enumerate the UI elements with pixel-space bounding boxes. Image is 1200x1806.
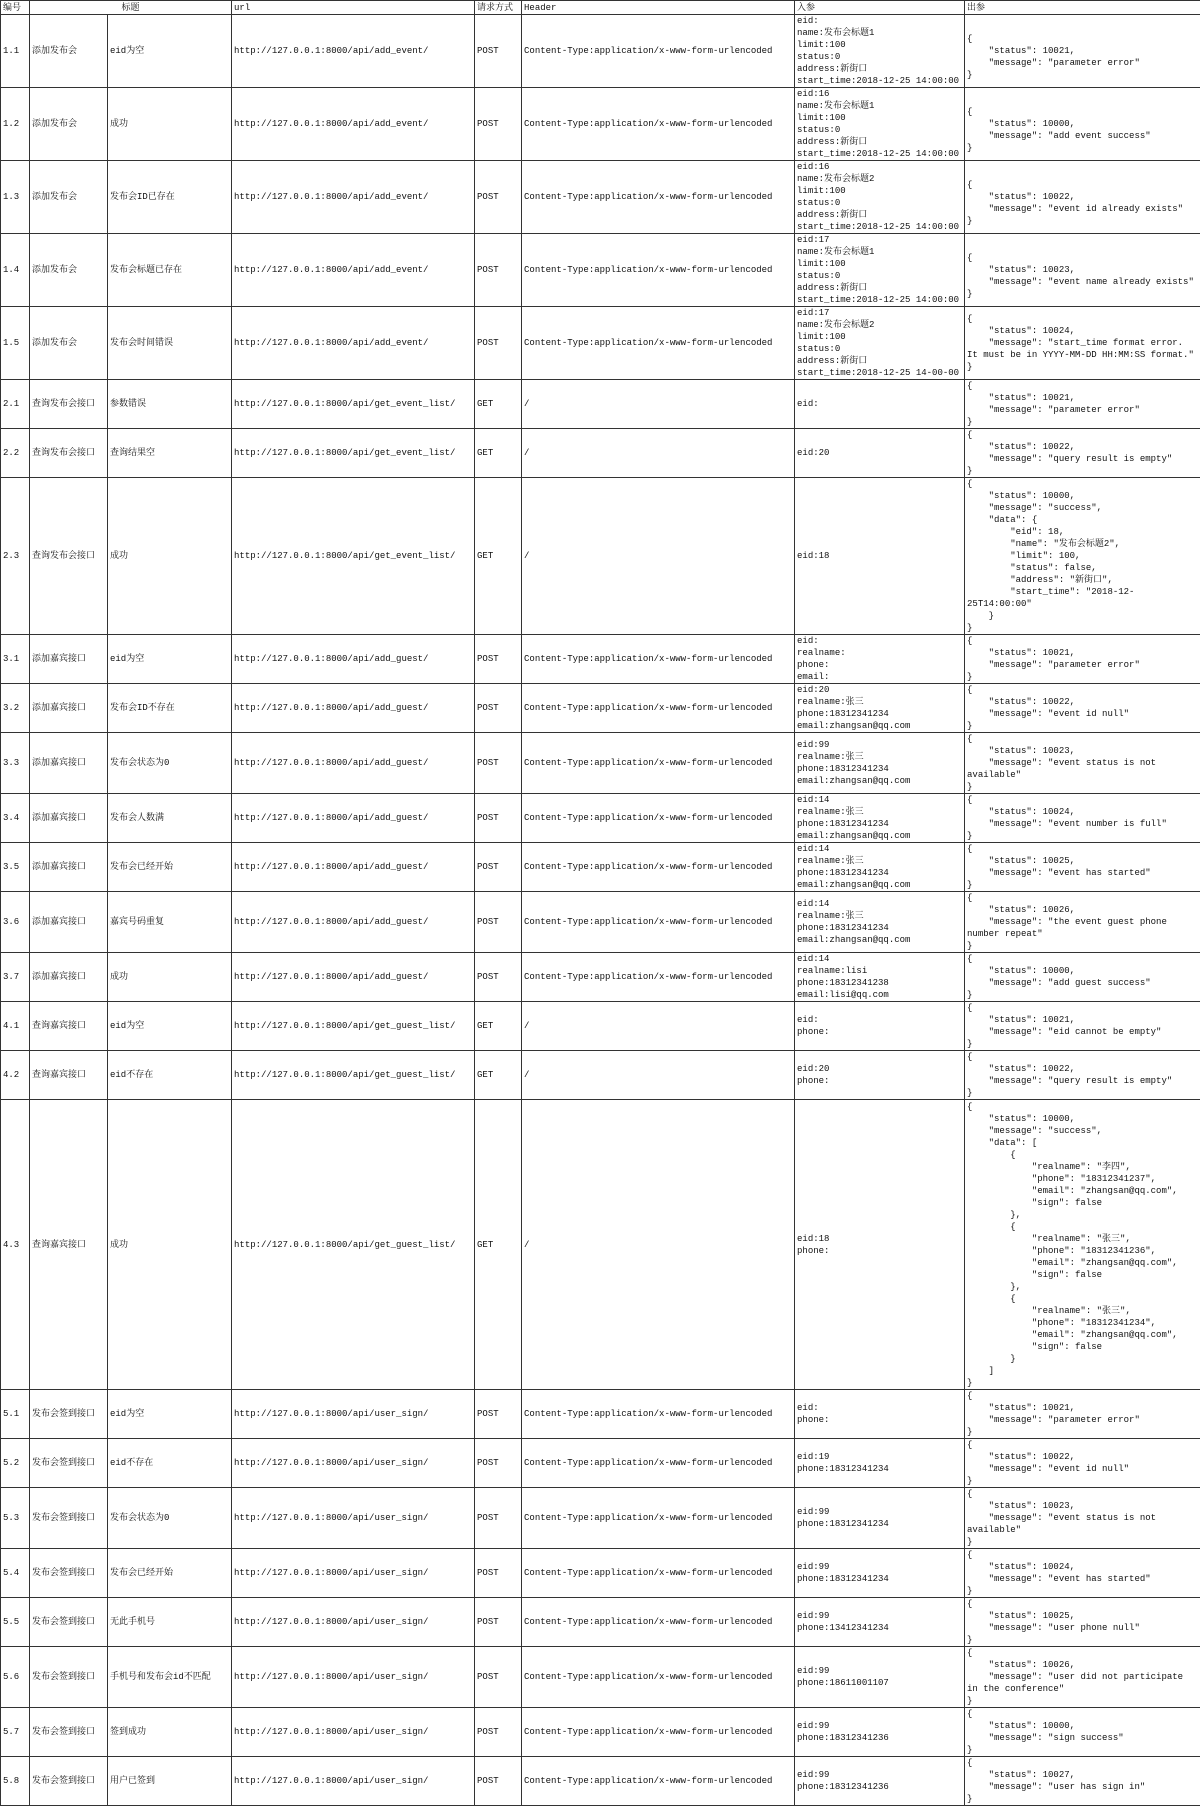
header-id: 编号	[1, 1, 30, 15]
cell-input: eid:16 name:发布会标题2 limit:100 status:0 address:新街口 start_time:2018-12-25 14:00:00	[795, 161, 965, 234]
table-row	[1, 794, 1200, 843]
cell-header: Content-Type:application/x-www-form-urlencoded	[522, 794, 795, 843]
table-row	[1, 307, 1200, 380]
cell-method: GET	[475, 1051, 522, 1100]
cell-output: { "status": 10026, "message": "user did not participate in the conference" }	[965, 1647, 1200, 1708]
cell-header: Content-Type:application/x-www-form-urlencoded	[522, 15, 795, 88]
cell-output: { "status": 10025, "message": "event has started" }	[965, 843, 1200, 892]
table-row	[1, 234, 1200, 307]
cell-input: eid:18 phone:	[795, 1100, 965, 1390]
cell-method: POST	[475, 892, 522, 953]
cell-output: { "status": 10021, "message": "parameter error" }	[965, 15, 1200, 88]
cell-output: { "status": 10021, "message": "parameter error" }	[965, 635, 1200, 684]
table-row	[1, 1051, 1200, 1100]
cell-output: { "status": 10024, "message": "event has started" }	[965, 1549, 1200, 1598]
cell-id: 3.1	[1, 635, 30, 684]
cell-output: { "status": 10000, "message": "success", "data": { "eid": 18, "name": "发布会标题2", "limit": 100, "status": false, "address": "新街口", "start_time": "2018-12-25T14:00:00" } }	[965, 478, 1200, 635]
table-row	[1, 1488, 1200, 1549]
cell-category: 添加嘉宾接口	[30, 953, 108, 1002]
cell-url: http://127.0.0.1:8000/api/add_guest/	[232, 684, 475, 733]
cell-method: POST	[475, 733, 522, 794]
table-row	[1, 684, 1200, 733]
cell-url: http://127.0.0.1:8000/api/add_event/	[232, 88, 475, 161]
cell-header: Content-Type:application/x-www-form-urlencoded	[522, 1488, 795, 1549]
header-row	[1, 1, 1200, 15]
cell-method: GET	[475, 1100, 522, 1390]
cell-category: 查询发布会接口	[30, 478, 108, 635]
cell-method: GET	[475, 1002, 522, 1051]
cell-method: POST	[475, 1647, 522, 1708]
cell-category: 发布会签到接口	[30, 1439, 108, 1488]
cell-id: 2.2	[1, 429, 30, 478]
cell-input: eid:99 phone:18312341234	[795, 1549, 965, 1598]
cell-method: POST	[475, 635, 522, 684]
cell-input: eid:18	[795, 478, 965, 635]
table-row	[1, 380, 1200, 429]
cell-output: { "status": 10024, "message": "start_time format error. It must be in YYYY-MM-DD HH:MM:SS format." }	[965, 307, 1200, 380]
cell-url: http://127.0.0.1:8000/api/user_sign/	[232, 1488, 475, 1549]
cell-id: 2.1	[1, 380, 30, 429]
cell-method: GET	[475, 429, 522, 478]
cell-title: eid为空	[108, 635, 232, 684]
cell-output: { "status": 10000, "message": "add guest success" }	[965, 953, 1200, 1002]
cell-id: 3.5	[1, 843, 30, 892]
cell-url: http://127.0.0.1:8000/api/get_guest_list/	[232, 1100, 475, 1390]
cell-header: Content-Type:application/x-www-form-urlencoded	[522, 307, 795, 380]
cell-header: Content-Type:application/x-www-form-urlencoded	[522, 635, 795, 684]
cell-category: 添加发布会	[30, 234, 108, 307]
cell-title: 无此手机号	[108, 1598, 232, 1647]
cell-output: { "status": 10021, "message": "parameter error" }	[965, 380, 1200, 429]
cell-title: 发布会状态为0	[108, 733, 232, 794]
cell-id: 3.4	[1, 794, 30, 843]
cell-url: http://127.0.0.1:8000/api/add_guest/	[232, 635, 475, 684]
cell-title: 成功	[108, 953, 232, 1002]
cell-id: 5.1	[1, 1390, 30, 1439]
cell-output: { "status": 10022, "message": "query result is empty" }	[965, 1051, 1200, 1100]
cell-title: 查询结果空	[108, 429, 232, 478]
cell-url: http://127.0.0.1:8000/api/user_sign/	[232, 1439, 475, 1488]
cell-output: { "status": 10027, "message": "user has sign in" }	[965, 1757, 1200, 1806]
cell-category: 添加嘉宾接口	[30, 892, 108, 953]
cell-title: 发布会状态为0	[108, 1488, 232, 1549]
cell-input: eid:14 realname:张三 phone:18312341234 email:zhangsan@qq.com	[795, 843, 965, 892]
cell-method: POST	[475, 1488, 522, 1549]
cell-output: { "status": 10021, "message": "eid cannot be empty" }	[965, 1002, 1200, 1051]
cell-header: Content-Type:application/x-www-form-urlencoded	[522, 1598, 795, 1647]
table-row	[1, 892, 1200, 953]
cell-url: http://127.0.0.1:8000/api/add_event/	[232, 234, 475, 307]
header-input: 入参	[795, 1, 965, 15]
cell-category: 发布会签到接口	[30, 1757, 108, 1806]
cell-method: POST	[475, 1549, 522, 1598]
cell-title: 发布会已经开始	[108, 843, 232, 892]
cell-output: { "status": 10023, "message": "event status is not available" }	[965, 1488, 1200, 1549]
cell-title: 用户已签到	[108, 1757, 232, 1806]
cell-id: 1.5	[1, 307, 30, 380]
cell-input: eid:17 name:发布会标题2 limit:100 status:0 address:新街口 start_time:2018-12-25 14-00-00	[795, 307, 965, 380]
cell-id: 4.2	[1, 1051, 30, 1100]
header-method: 请求方式	[475, 1, 522, 15]
table-row	[1, 1708, 1200, 1757]
cell-id: 5.6	[1, 1647, 30, 1708]
cell-method: POST	[475, 843, 522, 892]
table-row	[1, 1647, 1200, 1708]
cell-url: http://127.0.0.1:8000/api/user_sign/	[232, 1549, 475, 1598]
cell-title: 成功	[108, 88, 232, 161]
cell-id: 5.2	[1, 1439, 30, 1488]
cell-method: GET	[475, 380, 522, 429]
cell-input: eid:99 phone:18312341234	[795, 1488, 965, 1549]
table-row	[1, 88, 1200, 161]
cell-url: http://127.0.0.1:8000/api/user_sign/	[232, 1757, 475, 1806]
cell-header: /	[522, 1100, 795, 1390]
table-row	[1, 478, 1200, 635]
cell-output: { "status": 10022, "message": "event id already exists" }	[965, 161, 1200, 234]
cell-header: /	[522, 429, 795, 478]
cell-category: 添加发布会	[30, 15, 108, 88]
cell-header: Content-Type:application/x-www-form-urlencoded	[522, 1647, 795, 1708]
cell-method: POST	[475, 953, 522, 1002]
cell-title: 嘉宾号码重复	[108, 892, 232, 953]
cell-id: 5.7	[1, 1708, 30, 1757]
table-row	[1, 429, 1200, 478]
cell-title: eid为空	[108, 1002, 232, 1051]
cell-title: 发布会标题已存在	[108, 234, 232, 307]
cell-title: 参数错误	[108, 380, 232, 429]
cell-input: eid:20 realname:张三 phone:18312341234 email:zhangsan@qq.com	[795, 684, 965, 733]
cell-category: 发布会签到接口	[30, 1488, 108, 1549]
cell-url: http://127.0.0.1:8000/api/get_event_list/	[232, 478, 475, 635]
cell-title: eid为空	[108, 1390, 232, 1439]
cell-title: 成功	[108, 478, 232, 635]
cell-output: { "status": 10026, "message": "the event guest phone number repeat" }	[965, 892, 1200, 953]
cell-title: 发布会ID不存在	[108, 684, 232, 733]
cell-method: POST	[475, 234, 522, 307]
cell-input: eid: realname: phone: email:	[795, 635, 965, 684]
cell-category: 发布会签到接口	[30, 1598, 108, 1647]
cell-url: http://127.0.0.1:8000/api/add_guest/	[232, 892, 475, 953]
cell-output: { "status": 10022, "message": "event id null" }	[965, 1439, 1200, 1488]
cell-header: Content-Type:application/x-www-form-urlencoded	[522, 684, 795, 733]
cell-output: { "status": 10000, "message": "add event success" }	[965, 88, 1200, 161]
cell-category: 添加嘉宾接口	[30, 635, 108, 684]
cell-method: POST	[475, 1708, 522, 1757]
table-row	[1, 1598, 1200, 1647]
cell-output: { "status": 10023, "message": "event name already exists" }	[965, 234, 1200, 307]
cell-header: /	[522, 478, 795, 635]
cell-category: 查询嘉宾接口	[30, 1051, 108, 1100]
cell-url: http://127.0.0.1:8000/api/get_event_list/	[232, 380, 475, 429]
cell-title: 发布会时间错误	[108, 307, 232, 380]
cell-input: eid:99 phone:18611001107	[795, 1647, 965, 1708]
cell-id: 5.4	[1, 1549, 30, 1598]
cell-title: eid为空	[108, 15, 232, 88]
cell-url: http://127.0.0.1:8000/api/add_guest/	[232, 953, 475, 1002]
table-row	[1, 15, 1200, 88]
table-row	[1, 635, 1200, 684]
table-row	[1, 1549, 1200, 1598]
cell-id: 4.1	[1, 1002, 30, 1051]
cell-id: 1.3	[1, 161, 30, 234]
cell-url: http://127.0.0.1:8000/api/add_event/	[232, 15, 475, 88]
cell-input: eid: name:发布会标题1 limit:100 status:0 address:新街口 start_time:2018-12-25 14:00:00	[795, 15, 965, 88]
cell-category: 添加发布会	[30, 161, 108, 234]
cell-output: { "status": 10023, "message": "event status is not available" }	[965, 733, 1200, 794]
table-row	[1, 1002, 1200, 1051]
cell-id: 5.3	[1, 1488, 30, 1549]
cell-category: 查询发布会接口	[30, 429, 108, 478]
cell-id: 1.4	[1, 234, 30, 307]
cell-method: POST	[475, 1598, 522, 1647]
cell-input: eid:99 phone:13412341234	[795, 1598, 965, 1647]
cell-header: Content-Type:application/x-www-form-urlencoded	[522, 1439, 795, 1488]
header-header: Header	[522, 1, 795, 15]
header-url: url	[232, 1, 475, 15]
table-row	[1, 953, 1200, 1002]
cell-category: 添加嘉宾接口	[30, 684, 108, 733]
header-title: 标题	[30, 1, 232, 15]
cell-header: Content-Type:application/x-www-form-urlencoded	[522, 234, 795, 307]
cell-url: http://127.0.0.1:8000/api/user_sign/	[232, 1390, 475, 1439]
cell-id: 4.3	[1, 1100, 30, 1390]
table-row	[1, 843, 1200, 892]
cell-id: 1.1	[1, 15, 30, 88]
cell-method: POST	[475, 684, 522, 733]
cell-category: 添加发布会	[30, 88, 108, 161]
cell-id: 5.5	[1, 1598, 30, 1647]
cell-output: { "status": 10022, "message": "event id null" }	[965, 684, 1200, 733]
cell-output: { "status": 10024, "message": "event number is full" }	[965, 794, 1200, 843]
cell-header: Content-Type:application/x-www-form-urlencoded	[522, 953, 795, 1002]
cell-category: 发布会签到接口	[30, 1647, 108, 1708]
cell-id: 3.6	[1, 892, 30, 953]
cell-method: POST	[475, 88, 522, 161]
cell-url: http://127.0.0.1:8000/api/add_event/	[232, 307, 475, 380]
cell-category: 添加发布会	[30, 307, 108, 380]
cell-output: { "status": 10025, "message": "user phone null" }	[965, 1598, 1200, 1647]
cell-category: 发布会签到接口	[30, 1390, 108, 1439]
cell-url: http://127.0.0.1:8000/api/get_event_list/	[232, 429, 475, 478]
cell-category: 查询嘉宾接口	[30, 1100, 108, 1390]
cell-title: 成功	[108, 1100, 232, 1390]
cell-url: http://127.0.0.1:8000/api/add_guest/	[232, 733, 475, 794]
cell-output: { "status": 10021, "message": "parameter error" }	[965, 1390, 1200, 1439]
cell-input: eid:	[795, 380, 965, 429]
table-row	[1, 1757, 1200, 1806]
cell-input: eid:99 realname:张三 phone:18312341234 email:zhangsan@qq.com	[795, 733, 965, 794]
table-row	[1, 1439, 1200, 1488]
cell-id: 5.8	[1, 1757, 30, 1806]
cell-url: http://127.0.0.1:8000/api/add_event/	[232, 161, 475, 234]
cell-url: http://127.0.0.1:8000/api/add_guest/	[232, 794, 475, 843]
cell-header: Content-Type:application/x-www-form-urlencoded	[522, 1708, 795, 1757]
cell-url: http://127.0.0.1:8000/api/user_sign/	[232, 1708, 475, 1757]
cell-input: eid:14 realname:张三 phone:18312341234 email:zhangsan@qq.com	[795, 892, 965, 953]
cell-input: eid:19 phone:18312341234	[795, 1439, 965, 1488]
cell-header: Content-Type:application/x-www-form-urlencoded	[522, 1390, 795, 1439]
table-row	[1, 1390, 1200, 1439]
cell-title: 手机号和发布会id不匹配	[108, 1647, 232, 1708]
table-row	[1, 161, 1200, 234]
cell-output: { "status": 10000, "message": "success", "data": [ { "realname": "李四", "phone": "18312341237", "email": "zhangsan@qq.com", "sign": false }, { "realname": "张三", "phone": "18312341236", "email": "zhangsan@qq.com", "sign": false }, { "realname": "张三", "phone": "18312341234", "email": "zhangsan@qq.com", "sign": false } ] }	[965, 1100, 1200, 1390]
cell-input: eid:14 realname:lisi phone:18312341238 email:lisi@qq.com	[795, 953, 965, 1002]
cell-category: 查询嘉宾接口	[30, 1002, 108, 1051]
cell-id: 3.2	[1, 684, 30, 733]
cell-category: 添加嘉宾接口	[30, 733, 108, 794]
cell-title: 发布会人数满	[108, 794, 232, 843]
cell-url: http://127.0.0.1:8000/api/get_guest_list/	[232, 1002, 475, 1051]
cell-input: eid:17 name:发布会标题1 limit:100 status:0 address:新街口 start_time:2018-12-25 14:00:00	[795, 234, 965, 307]
cell-title: 签到成功	[108, 1708, 232, 1757]
cell-input: eid:16 name:发布会标题1 limit:100 status:0 address:新街口 start_time:2018-12-25 14:00:00	[795, 88, 965, 161]
cell-category: 添加嘉宾接口	[30, 843, 108, 892]
cell-category: 添加嘉宾接口	[30, 794, 108, 843]
cell-method: POST	[475, 1390, 522, 1439]
cell-url: http://127.0.0.1:8000/api/user_sign/	[232, 1647, 475, 1708]
cell-title: 发布会ID已存在	[108, 161, 232, 234]
cell-input: eid: phone:	[795, 1002, 965, 1051]
cell-id: 1.2	[1, 88, 30, 161]
cell-header: Content-Type:application/x-www-form-urlencoded	[522, 1757, 795, 1806]
cell-header: Content-Type:application/x-www-form-urlencoded	[522, 733, 795, 794]
cell-input: eid:99 phone:18312341236	[795, 1708, 965, 1757]
cell-title: eid不存在	[108, 1051, 232, 1100]
cell-input: eid:20 phone:	[795, 1051, 965, 1100]
cell-header: Content-Type:application/x-www-form-urlencoded	[522, 88, 795, 161]
cell-category: 发布会签到接口	[30, 1708, 108, 1757]
cell-header: /	[522, 1002, 795, 1051]
cell-category: 查询发布会接口	[30, 380, 108, 429]
cell-method: POST	[475, 1757, 522, 1806]
header-output: 出参	[965, 1, 1200, 15]
cell-input: eid: phone:	[795, 1390, 965, 1439]
cell-title: eid不存在	[108, 1439, 232, 1488]
cell-url: http://127.0.0.1:8000/api/add_guest/	[232, 843, 475, 892]
cell-id: 3.7	[1, 953, 30, 1002]
cell-method: POST	[475, 1439, 522, 1488]
cell-header: /	[522, 380, 795, 429]
cell-header: Content-Type:application/x-www-form-urlencoded	[522, 161, 795, 234]
cell-output: { "status": 10000, "message": "sign success" }	[965, 1708, 1200, 1757]
cell-method: GET	[475, 478, 522, 635]
cell-url: http://127.0.0.1:8000/api/get_guest_list/	[232, 1051, 475, 1100]
cell-header: Content-Type:application/x-www-form-urlencoded	[522, 892, 795, 953]
cell-input: eid:14 realname:张三 phone:18312341234 email:zhangsan@qq.com	[795, 794, 965, 843]
cell-id: 2.3	[1, 478, 30, 635]
cell-header: Content-Type:application/x-www-form-urlencoded	[522, 1549, 795, 1598]
cell-method: POST	[475, 307, 522, 380]
cell-id: 3.3	[1, 733, 30, 794]
cell-output: { "status": 10022, "message": "query result is empty" }	[965, 429, 1200, 478]
cell-method: POST	[475, 161, 522, 234]
cell-category: 发布会签到接口	[30, 1549, 108, 1598]
cell-url: http://127.0.0.1:8000/api/user_sign/	[232, 1598, 475, 1647]
cell-header: Content-Type:application/x-www-form-urlencoded	[522, 843, 795, 892]
cell-method: POST	[475, 15, 522, 88]
table-row	[1, 733, 1200, 794]
cell-method: POST	[475, 794, 522, 843]
cell-title: 发布会已经开始	[108, 1549, 232, 1598]
cell-input: eid:20	[795, 429, 965, 478]
cell-header: /	[522, 1051, 795, 1100]
table-row	[1, 1100, 1200, 1390]
cell-input: eid:99 phone:18312341236	[795, 1757, 965, 1806]
